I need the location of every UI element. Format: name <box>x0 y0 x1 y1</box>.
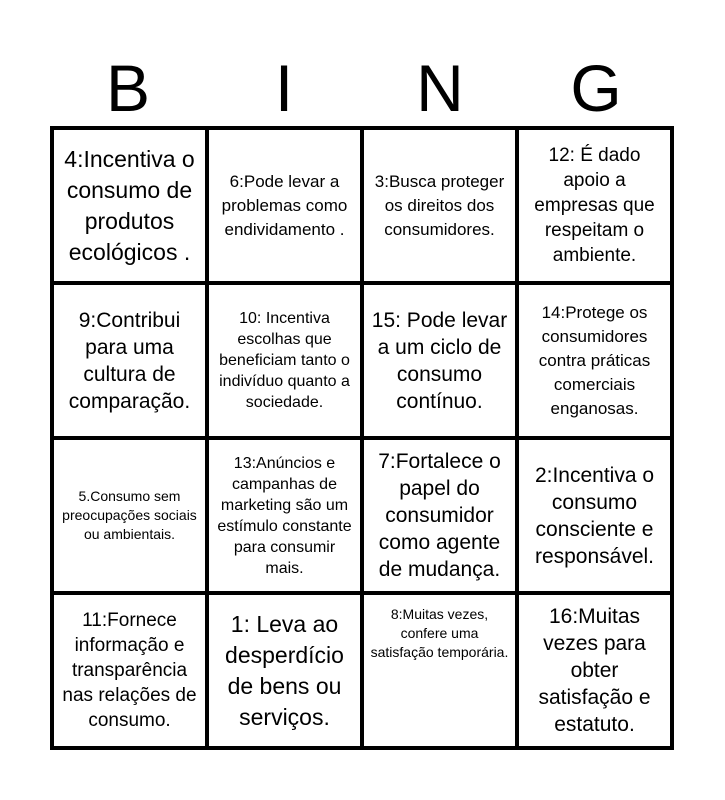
cell-text: 3:Busca proteger os direitos dos consumidores. <box>374 171 505 239</box>
cell-text: 5.Consumo sem preocupações sociais ou ambientais. <box>62 488 197 542</box>
cell-text: 8:Muitas vezes, confere uma satisfação temporária. <box>370 606 509 660</box>
bingo-cell-r2c4[interactable] <box>517 283 672 438</box>
cell-text: 11:Fornece informação e transparência nas relações de consumo. <box>62 610 197 731</box>
bingo-cell-r1c3[interactable] <box>362 128 517 283</box>
cell-text: 13:Anúncios e campanhas de marketing são um estímulo constante para consumir mais. <box>217 454 352 577</box>
cell-text: 10: Incentiva escolhas que beneficiam tanto o indivíduo quanto a sociedade. <box>219 310 350 411</box>
bingo-cell-r3c3[interactable] <box>362 438 517 593</box>
bingo-cell-r3c2[interactable] <box>207 438 362 593</box>
header-letter-i: I <box>274 51 294 125</box>
header-letter-b: B <box>105 51 151 125</box>
bingo-cell-r4c2[interactable] <box>207 593 362 748</box>
cell-text: 15: Pode levar a um ciclo de consumo contínuo. <box>371 308 508 413</box>
bingo-cell-r1c4[interactable] <box>517 128 672 283</box>
header-letter-g: G <box>570 51 622 125</box>
bingo-cell-r1c2[interactable] <box>207 128 362 283</box>
bingo-cell-r3c1[interactable] <box>52 438 207 593</box>
cell-text: 16:Muitas vezes para obter satisfação e estatuto. <box>538 605 651 736</box>
cell-text: 1: Leva ao desperdício de bens ou serviços. <box>225 610 344 730</box>
cell-text: 9:Contribui para uma cultura de comparação. <box>68 308 191 413</box>
bingo-cell-r4c1[interactable] <box>52 593 207 748</box>
bingo-cell-r2c1[interactable] <box>52 283 207 438</box>
bingo-cell-r3c4[interactable] <box>517 438 672 593</box>
bingo-board <box>50 126 674 750</box>
cell-text: 4:Incentiva o consumo de produtos ecológicos . <box>64 145 195 265</box>
header-letter-n: N <box>416 51 464 125</box>
bingo-cell-r2c2[interactable] <box>207 283 362 438</box>
bingo-cell-r2c3[interactable] <box>362 283 517 438</box>
cell-text: 12: É dado apoio a empresas que respeitam o ambiente. <box>534 145 655 266</box>
bingo-cell-r1c1[interactable] <box>52 128 207 283</box>
cell-text: 2:Incentiva o consumo consciente e responsável. <box>534 463 655 568</box>
bingo-header <box>50 52 674 124</box>
cell-text: 14:Protege os consumidores contra práticas comerciais enganosas. <box>538 302 651 418</box>
bingo-cell-r4c3[interactable] <box>362 593 517 748</box>
cell-text: 6:Pode levar a problemas como endividamento . <box>221 171 348 239</box>
cell-text: 7:Fortalece o papel do consumidor como agente de mudança. <box>378 450 501 581</box>
bingo-cell-r4c4[interactable] <box>517 593 672 748</box>
